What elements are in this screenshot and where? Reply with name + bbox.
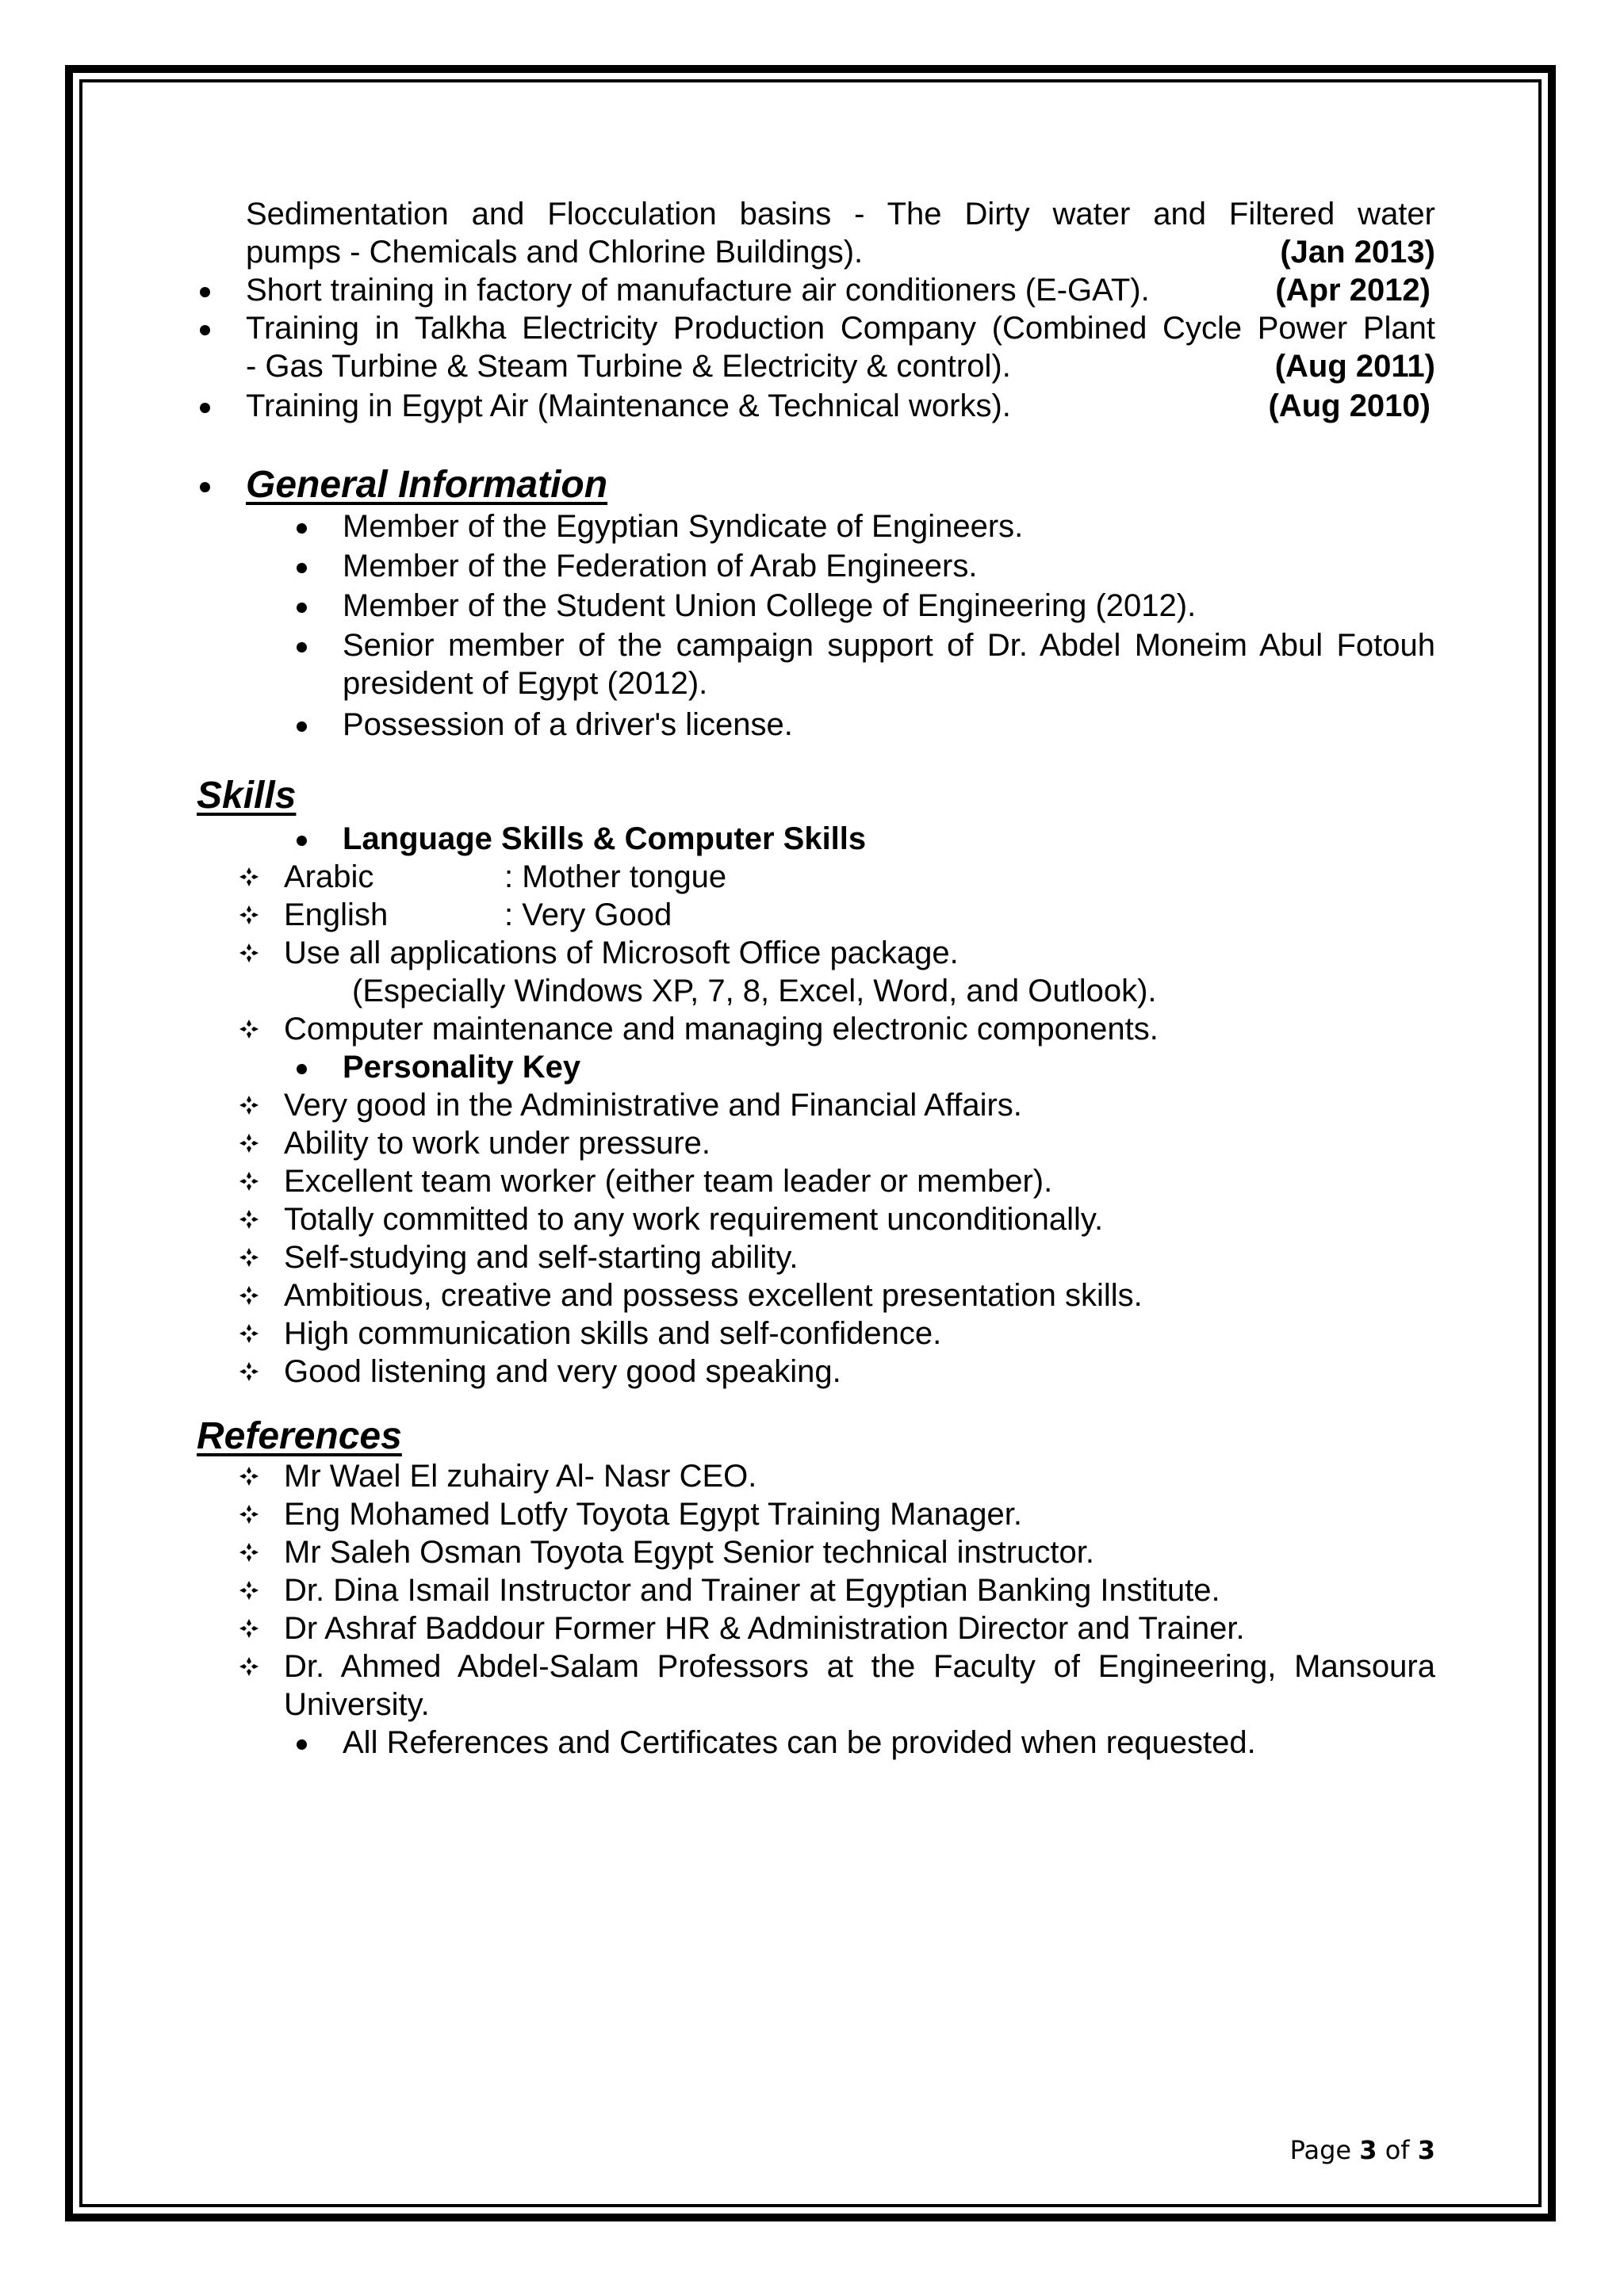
diamond-bullet-icon <box>239 1248 259 1267</box>
skills-heading: Skills <box>197 775 297 817</box>
general-item: Member of the Federation of Arab Engineers. <box>343 549 978 584</box>
page-word: Page <box>1289 2135 1352 2165</box>
reference-item: Mr Saleh Osman Toyota Egypt Senior technical instructor. <box>284 1535 1094 1570</box>
reference-item-line-2: University. <box>284 1687 430 1722</box>
personality-item: Good listening and very good speaking. <box>284 1354 841 1389</box>
personality-item: Very good in the Administrative and Financial Affairs. <box>284 1088 1022 1123</box>
bullet-dot <box>297 603 307 613</box>
training-item: Short training in factory of manufacture air conditioners (E-GAT). <box>246 273 1150 308</box>
bullet-dot <box>297 1064 307 1074</box>
page-current: 3 <box>1359 2135 1377 2165</box>
personality-item: Ability to work under pressure. <box>284 1126 711 1161</box>
diamond-bullet-icon <box>239 1210 259 1229</box>
bullet-dot <box>200 325 210 335</box>
diamond-bullet-icon <box>239 1096 259 1115</box>
reference-item: Dr Ashraf Baddour Former HR & Administration Director and Trainer. <box>284 1611 1245 1646</box>
diamond-bullet-icon <box>239 1543 259 1562</box>
general-item: Senior member of the campaign support of Dr. Abdel Moneim Abul Fotouh <box>343 628 1435 663</box>
skills-subheading-personality: Personality Key <box>343 1050 581 1085</box>
training-date: (Aug 2011) <box>1274 349 1435 384</box>
bullet-dot <box>297 523 307 534</box>
personality-item: Excellent team worker (either team leader or member). <box>284 1164 1053 1199</box>
references-heading: References <box>197 1415 402 1457</box>
general-information-heading: General Information <box>246 464 608 506</box>
skills-maintenance: Computer maintenance and managing electronic components. <box>284 1012 1159 1047</box>
bullet-dot <box>297 563 307 573</box>
diamond-bullet-icon <box>239 905 259 924</box>
bullet-dot <box>297 836 307 846</box>
references-note: All References and Certificates can be provided when requested. <box>343 1725 1256 1760</box>
training-date: (Aug 2010) <box>1268 388 1431 423</box>
language-level: : Mother tongue <box>504 859 727 894</box>
diamond-bullet-icon <box>239 1467 259 1486</box>
skills-office-detail: (Especially Windows XP, 7, 8, Excel, Word, and Outlook). <box>352 974 1157 1008</box>
training-item-line-2: - Gas Turbine & Steam Turbine & Electricity & control). <box>246 349 1011 384</box>
personality-item: Ambitious, creative and possess excellent presentation skills. <box>284 1278 1143 1313</box>
personality-item: Totally committed to any work requirement unconditionally. <box>284 1202 1104 1237</box>
bullet-dot <box>200 403 210 413</box>
diamond-bullet-icon <box>239 1619 259 1638</box>
training-continuation-line-1: Sedimentation and Flocculation basins - The Dirty water and Filtered water <box>246 197 1435 232</box>
bullet-dot <box>200 482 210 492</box>
reference-item: Eng Mohamed Lotfy Toyota Egypt Training Manager. <box>284 1497 1022 1532</box>
diamond-bullet-icon <box>239 867 259 886</box>
diamond-bullet-icon <box>239 1657 259 1676</box>
language-name: English <box>284 897 389 932</box>
diamond-bullet-icon <box>239 1172 259 1191</box>
diamond-bullet-icon <box>239 1286 259 1305</box>
diamond-bullet-icon <box>239 1505 259 1524</box>
diamond-bullet-icon <box>239 1020 259 1039</box>
general-item: Member of the Egyptian Syndicate of Engineers. <box>343 509 1024 544</box>
training-continuation-line-2: pumps - Chemicals and Chlorine Buildings). <box>246 235 864 270</box>
diamond-bullet-icon <box>239 943 259 962</box>
skills-subheading-language-computer: Language Skills & Computer Skills <box>343 821 867 856</box>
diamond-bullet-icon <box>239 1581 259 1600</box>
training-date: (Jan 2013) <box>1280 235 1435 270</box>
page-number <box>1290 2134 1435 2166</box>
skills-office: Use all applications of Microsoft Office package. <box>284 936 959 970</box>
language-level: : Very Good <box>504 897 672 932</box>
personality-item: Self-studying and self-starting ability. <box>284 1240 799 1275</box>
training-item: Training in Egypt Air (Maintenance & Technical works). <box>246 388 1011 423</box>
personality-item: High communication skills and self-confidence. <box>284 1316 942 1351</box>
bullet-dot <box>297 642 307 652</box>
reference-item: Mr Wael El zuhairy Al- Nasr CEO. <box>284 1459 757 1494</box>
bullet-dot <box>297 721 307 732</box>
bullet-dot <box>200 287 210 297</box>
reference-item: Dr. Dina Ismail Instructor and Trainer at Egyptian Banking Institute. <box>284 1573 1220 1608</box>
training-item: Training in Talkha Electricity Production Company (Combined Cycle Power Plant <box>246 311 1435 346</box>
language-name: Arabic <box>284 859 374 894</box>
general-item-line-2: president of Egypt (2012). <box>343 666 708 701</box>
bullet-dot <box>297 1739 307 1750</box>
training-date: (Apr 2012) <box>1275 273 1431 308</box>
general-item: Possession of a driver's license. <box>343 707 793 742</box>
diamond-bullet-icon <box>239 1324 259 1343</box>
page-total: 3 <box>1417 2135 1435 2165</box>
general-item: Member of the Student Union College of Engineering (2012). <box>343 588 1197 623</box>
reference-item: Dr. Ahmed Abdel-Salam Professors at the Faculty of Engineering, Mansoura <box>284 1649 1435 1684</box>
diamond-bullet-icon <box>239 1134 259 1153</box>
of-word: of <box>1385 2135 1410 2165</box>
diamond-bullet-icon <box>239 1362 259 1381</box>
